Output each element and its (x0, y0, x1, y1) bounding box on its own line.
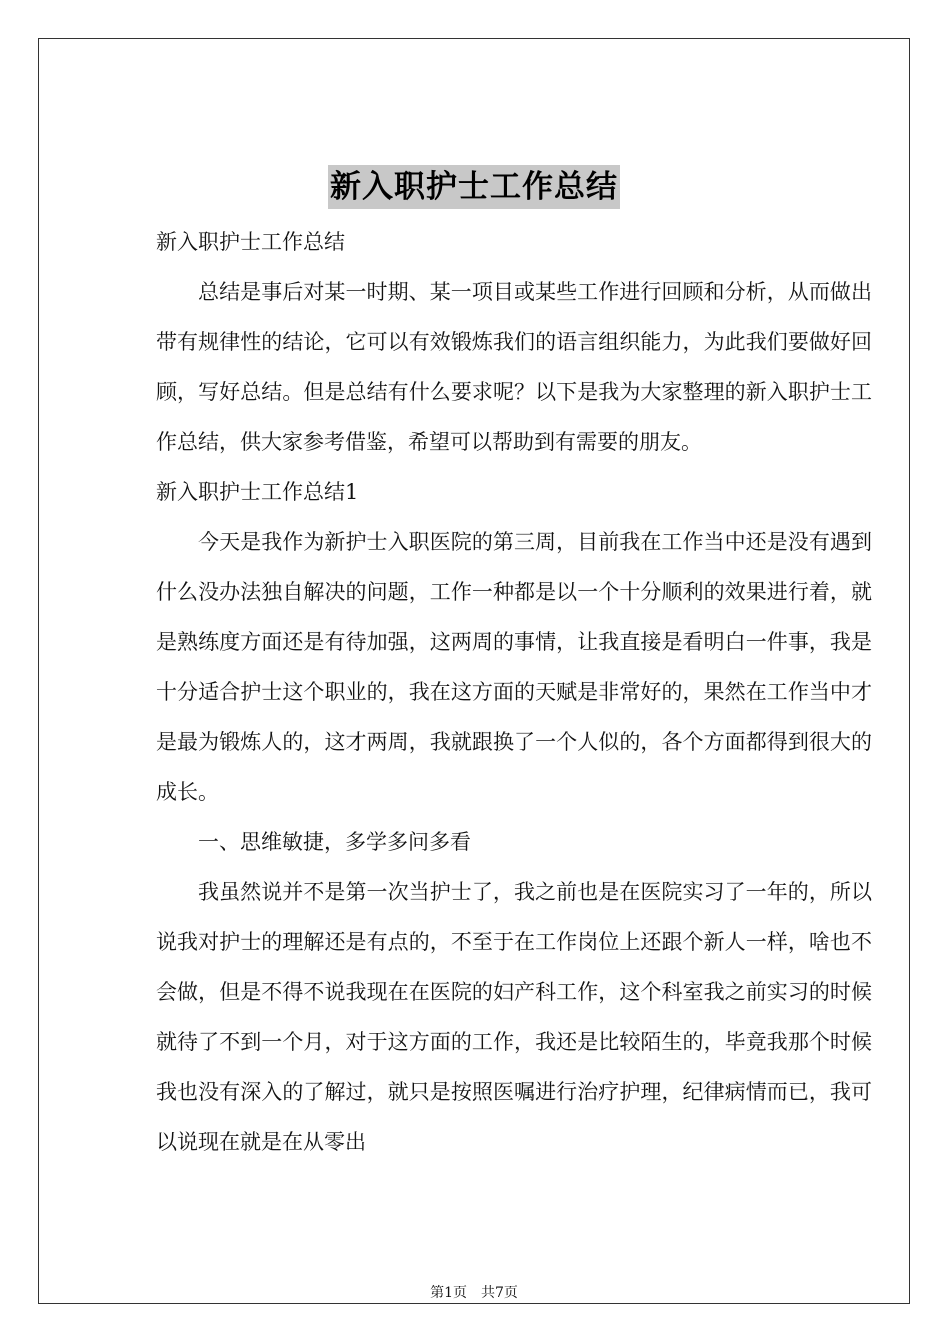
section-heading: 一、思维敏捷，多学多问多看 (198, 830, 471, 854)
paragraph: 总结是事后对某一时期、某一项目或某些工作进行回顾和分析，从而做出带有规律性的结论，它可以有效锻炼我们的语言组织能力，为此我们要做好回顾，写好总结。但是总结有什么要求呢？以下是我为大家整理的新入职护士工作总结，供大家参考借鉴，希望可以帮助到有需要的朋友。 (156, 280, 872, 454)
document-title: 新入职护士工作总结 (328, 165, 620, 209)
paragraph: 新入职护士工作总结1 (156, 480, 359, 504)
document-page (38, 38, 910, 1304)
paragraph: 我虽然说并不是第一次当护士了，我之前也是在医院实习了一年的，所以说我对护士的理解还是有点的，不至于在工作岗位上还跟个新人一样，啥也不会做，但是不得不说我现在在医院的妇产科工作，这个科室我之前实习的时候就待了不到一个月，对于这方面的工作，我还是比较陌生的，毕竟我那个时候我也没有深入的了解过，就只是按照医嘱进行治疗护理，纪律病情而已，我可以说现在就是在从零出 (156, 880, 872, 1154)
document-body (156, 217, 872, 1167)
title-container (39, 165, 909, 209)
paragraph: 今天是我作为新护士入职医院的第三周，目前我在工作当中还是没有遇到什么没办法独自解决的问题，工作一种都是以一个十分顺利的效果进行着，就是熟练度方面还是有待加强，这两周的事情，让我直接是看明白一件事，我是十分适合护士这个职业的，我在这方面的天赋是非常好的，果然在工作当中才是最为锻炼人的，这才两周，我就跟换了一个人似的，各个方面都得到很大的成长。 (156, 530, 872, 804)
paragraph: 新入职护士工作总结 (156, 230, 345, 254)
page-footer: 第1页 共7页 (430, 1285, 518, 1301)
